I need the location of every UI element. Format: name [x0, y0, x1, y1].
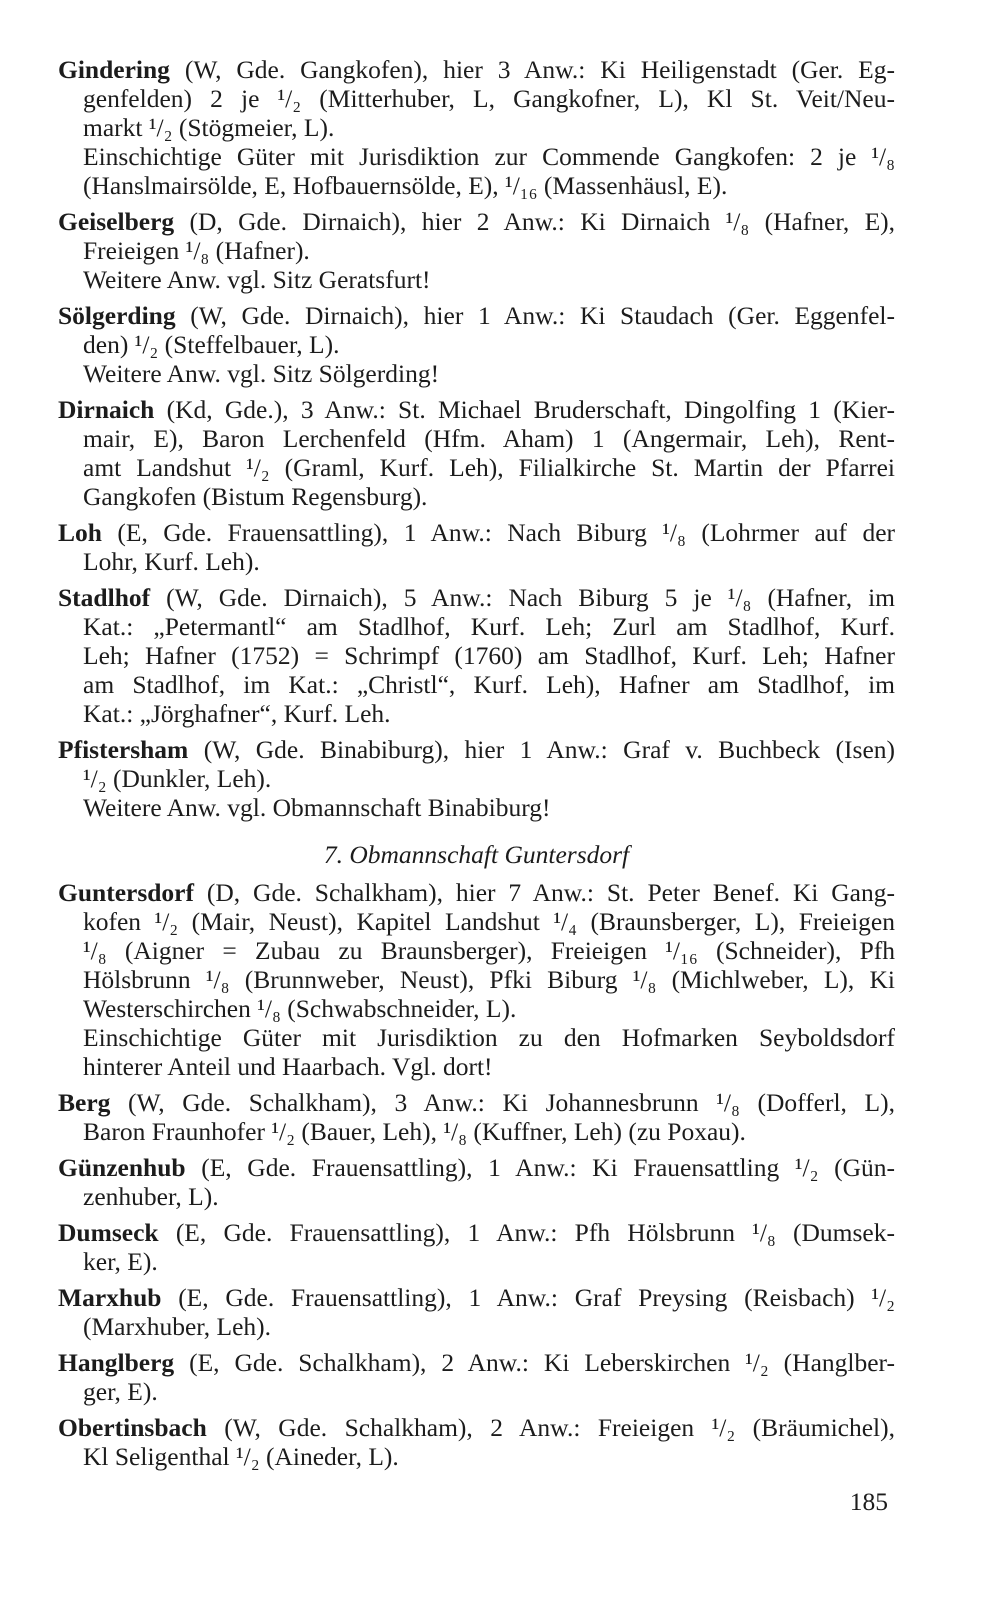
- entry-line: ker, E).: [83, 1247, 158, 1276]
- note-line: Einschichtige Güter mit Jurisdiktion zu den Hofmarken Seyboldsdorf: [83, 1023, 895, 1052]
- entry-line: Freieigen ¹/₈ (Hafner).: [83, 236, 310, 265]
- place-name: Sölgerding: [58, 301, 176, 330]
- entry-text: (W, Gde. Schalkham), 3 Anw.: Ki Johannesbrunn ¹/₈ (Dofferl, L),: [128, 1088, 895, 1117]
- entry-line: mair, E), Baron Lerchenfeld (Hfm. Aham) 1 (Angermair, Leh), Rent-: [83, 424, 895, 453]
- entry-text: (Kd, Gde.), 3 Anw.: St. Michael Bruderschaft, Dingolfing 1 (Kier-: [166, 395, 895, 424]
- entry-line: Lohr, Kurf. Leh).: [83, 547, 260, 576]
- entry-guenzenhub: [58, 1153, 895, 1211]
- entry-headline: [58, 395, 895, 424]
- entry-headline: [58, 55, 895, 84]
- entry-line: ¹/₂ (Dunkler, Leh).: [83, 764, 272, 793]
- entry-berg: [58, 1088, 895, 1146]
- section-heading: 7. Obmannschaft Guntersdorf: [323, 840, 630, 869]
- entry-soelgerding: [58, 301, 895, 388]
- entry-headline: [58, 1153, 895, 1182]
- place-name: Dirnaich: [58, 395, 155, 424]
- entry-text: (E, Gde. Frauensattling), 1 Anw.: Graf Preysing (Reisbach) ¹/₂: [178, 1283, 896, 1312]
- entry-line: amt Landshut ¹/₂ (Graml, Kurf. Leh), Filialkirche St. Martin der Pfarrei: [83, 453, 895, 482]
- entry-headline: [58, 518, 895, 547]
- entry-hanglberg: [58, 1348, 895, 1406]
- entry-text: (W, Gde. Gangkofen), hier 3 Anw.: Ki Heiligenstadt (Ger. Eg-: [184, 55, 895, 84]
- entry-stadlhof: [58, 583, 895, 728]
- entry-loh: [58, 518, 895, 576]
- entry-headline: [58, 207, 895, 236]
- entry-headline: [58, 878, 895, 907]
- note-line: Weitere Anw. vgl. Sitz Geratsfurt!: [83, 265, 431, 294]
- entry-line: genfelden) 2 je ¹/₂ (Mitterhuber, L, Gangkofner, L), Kl St. Veit/Neu-: [83, 84, 895, 113]
- entry-headline: [58, 301, 895, 330]
- page-number: 185: [849, 1487, 888, 1516]
- entry-text: (W, Gde. Binabiburg), hier 1 Anw.: Graf v. Buchbeck (Isen): [203, 735, 896, 764]
- entry-line: Kat.: „Jörghafner“, Kurf. Leh.: [83, 699, 391, 728]
- place-name: Gindering: [58, 55, 170, 84]
- entry-line: Gangkofen (Bistum Regensburg).: [83, 482, 428, 511]
- entry-line: Leh; Hafner (1752) = Schrimpf (1760) am Stadlhof, Kurf. Leh; Hafner: [83, 641, 895, 670]
- place-name: Guntersdorf: [58, 878, 194, 907]
- entry-headline: [58, 1413, 895, 1442]
- place-name: Marxhub: [58, 1283, 162, 1312]
- entry-dumseck: [58, 1218, 895, 1276]
- place-name: Obertinsbach: [58, 1413, 207, 1442]
- note-line: Weitere Anw. vgl. Obmannschaft Binabiburg!: [83, 793, 551, 822]
- text-column: [58, 55, 895, 1471]
- entry-text: (D, Gde. Schalkham), hier 7 Anw.: St. Peter Benef. Ki Gang-: [206, 878, 895, 907]
- place-name: Günzenhub: [58, 1153, 186, 1182]
- entry-geiselberg: [58, 207, 895, 294]
- entry-text: (E, Gde. Frauensattling), 1 Anw.: Pfh Hölsbrunn ¹/₈ (Dumsek-: [175, 1218, 895, 1247]
- note-line: hinterer Anteil und Haarbach. Vgl. dort!: [83, 1052, 493, 1081]
- entry-text: (E, Gde. Schalkham), 2 Anw.: Ki Leberskirchen ¹/₂ (Hanglber-: [189, 1348, 896, 1377]
- entry-line: markt ¹/₂ (Stögmeier, L).: [83, 113, 335, 142]
- place-name: Hanglberg: [58, 1348, 175, 1377]
- entry-line: zenhuber, L).: [83, 1182, 219, 1211]
- entry-dirnaich: [58, 395, 895, 511]
- entry-text: (W, Gde. Schalkham), 2 Anw.: Freieigen ¹/₂ (Bräumichel),: [224, 1413, 895, 1442]
- entry-line: ger, E).: [83, 1377, 158, 1406]
- entry-headline: [58, 1283, 895, 1312]
- place-name: Pfistersham: [58, 735, 189, 764]
- entry-guntersdorf: [58, 878, 895, 1081]
- entry-line: kofen ¹/₂ (Mair, Neust), Kapitel Landshut ¹/₄ (Braunsberger, L), Freieigen: [83, 907, 895, 936]
- place-name: Berg: [58, 1088, 111, 1117]
- entry-text: (E, Gde. Frauensattling), 1 Anw.: Nach Biburg ¹/₈ (Lohrmer auf der: [117, 518, 895, 547]
- entry-pfistersham: [58, 735, 895, 822]
- entry-headline: [58, 1088, 895, 1117]
- note-line: Weitere Anw. vgl. Sitz Sölgerding!: [83, 359, 440, 388]
- place-name: Geiselberg: [58, 207, 175, 236]
- entry-line: Hölsbrunn ¹/₈ (Brunnweber, Neust), Pfki Biburg ¹/₈ (Michlweber, L), Ki: [83, 965, 895, 994]
- entry-headline: [58, 735, 895, 764]
- entry-line: Westerschirchen ¹/₈ (Schwabschneider, L).: [83, 994, 517, 1023]
- place-name: Loh: [58, 518, 102, 547]
- entry-line: Kl Seligenthal ¹/₂ (Aineder, L).: [83, 1442, 399, 1471]
- entry-line: am Stadlhof, im Kat.: „Christl“, Kurf. Leh), Hafner am Stadlhof, im: [83, 670, 895, 699]
- entry-line: Baron Fraunhofer ¹/₂ (Bauer, Leh), ¹/₈ (Kuffner, Leh) (zu Poxau).: [83, 1117, 746, 1146]
- entry-marxhub: [58, 1283, 895, 1341]
- note-line: (Hanslmairsölde, E, Hofbauernsölde, E), ¹/₁₆ (Massenhäusl, E).: [83, 171, 728, 200]
- note-line: Einschichtige Güter mit Jurisdiktion zur Commende Gangkofen: 2 je ¹/₈: [83, 142, 895, 171]
- place-name: Dumseck: [58, 1218, 159, 1247]
- entry-headline: [58, 1218, 895, 1247]
- place-name: Stadlhof: [58, 583, 151, 612]
- entry-text: (D, Gde. Dirnaich), hier 2 Anw.: Ki Dirnaich ¹/₈ (Hafner, E),: [189, 207, 896, 236]
- entry-text: (W, Gde. Dirnaich), hier 1 Anw.: Ki Staudach (Ger. Eggenfel-: [190, 301, 896, 330]
- entry-line: den) ¹/₂ (Steffelbauer, L).: [83, 330, 340, 359]
- entry-line: ¹/₈ (Aigner = Zubau zu Braunsberger), Freieigen ¹/₁₆ (Schneider), Pfh: [83, 936, 895, 965]
- entry-line: Kat.: „Petermantl“ am Stadlhof, Kurf. Leh; Zurl am Stadlhof, Kurf.: [83, 612, 895, 641]
- entry-line: (Marxhuber, Leh).: [83, 1312, 272, 1341]
- entry-headline: [58, 1348, 895, 1377]
- entry-obertinsbach: [58, 1413, 895, 1471]
- entry-text: (E, Gde. Frauensattling), 1 Anw.: Ki Frauensattling ¹/₂ (Gün-: [201, 1153, 895, 1182]
- entry-gindering: [58, 55, 895, 200]
- entry-headline: [58, 583, 895, 612]
- entry-text: (W, Gde. Dirnaich), 5 Anw.: Nach Biburg 5 je ¹/₈ (Hafner, im: [166, 583, 895, 612]
